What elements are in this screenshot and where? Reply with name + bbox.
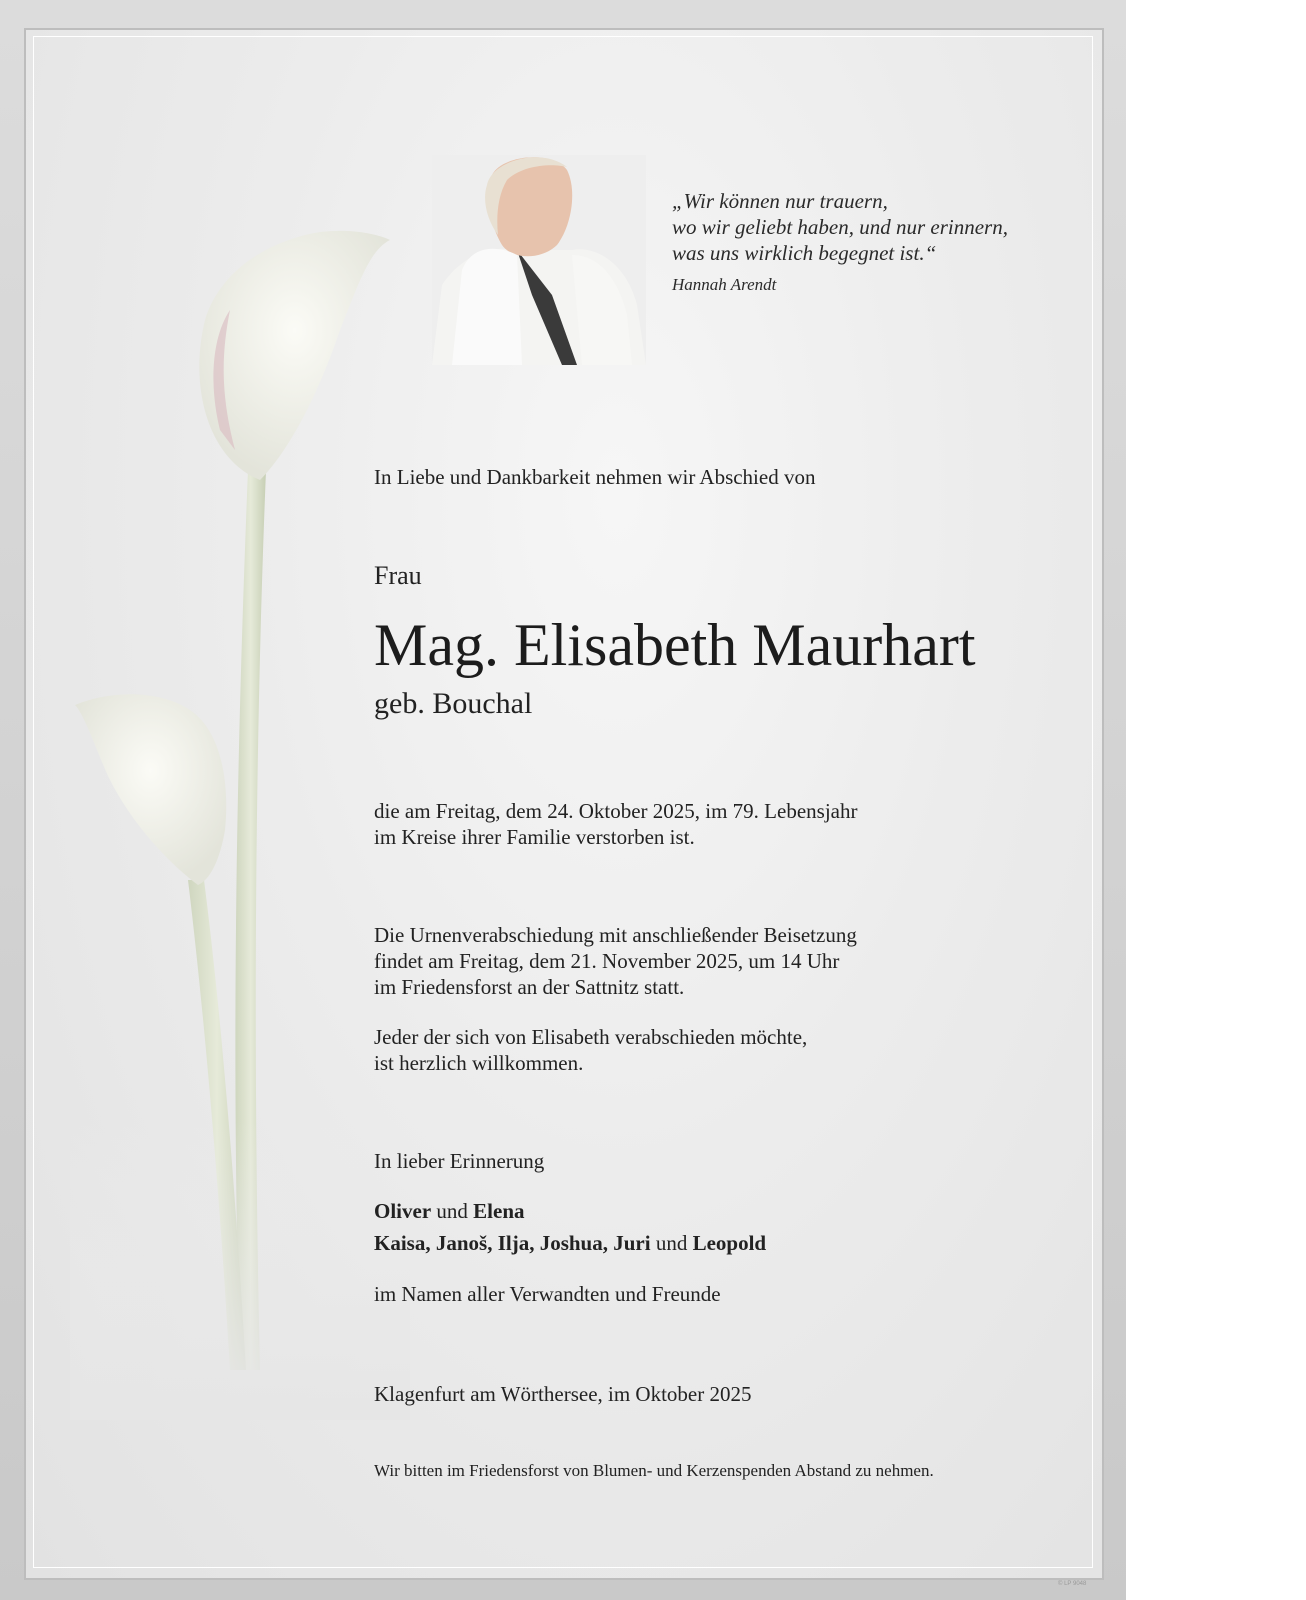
family-name: Oliver (374, 1199, 432, 1223)
tall-flower (199, 231, 390, 480)
death-line: im Kreise ihrer Familie verstorben ist. (374, 825, 695, 849)
small-flower (75, 694, 226, 885)
ceremony-details (374, 922, 857, 1000)
ceremony-line: Die Urnenverabschiedung mit anschließender Beisetzung (374, 923, 857, 947)
portrait-illustration (432, 155, 646, 365)
family-name: Leopold (692, 1231, 767, 1255)
family-line-1 (374, 1198, 525, 1224)
family-line-2 (374, 1230, 766, 1256)
portrait-photo (432, 155, 646, 365)
deceased-name: Mag. Elisabeth Maurhart (374, 612, 976, 678)
relatives-text: im Namen aller Verwandten und Freunde (374, 1282, 721, 1306)
quote-line: wo wir geliebt haben, und nur erinnern, (672, 215, 1008, 239)
quote-line: „Wir können nur trauern, (672, 189, 888, 213)
salutation: Frau (374, 561, 422, 590)
donation-note: Wir bitten im Friedensforst von Blumen- und Kerzenspenden Abstand zu nehmen. (374, 1461, 934, 1480)
quote-block (672, 188, 1072, 266)
maiden-name: geb. Bouchal (374, 687, 533, 720)
ceremony-line: im Friedensforst an der Sattnitz statt. (374, 975, 685, 999)
memory-text: In lieber Erinnerung (374, 1149, 545, 1173)
invite-text (374, 1024, 807, 1076)
family-conjunction: und (650, 1231, 693, 1255)
quote-line: was uns wirklich begegnet ist.“ (672, 241, 937, 265)
death-details (374, 798, 857, 850)
calla-lily-illustration (70, 220, 410, 1420)
invite-line: Jeder der sich von Elisabeth verabschieden möchte, (374, 1025, 808, 1049)
death-line: die am Freitag, dem 24. Oktober 2025, im 79. Lebensjahr (374, 799, 858, 823)
place-date: Klagenfurt am Wörthersee, im Oktober 2025 (374, 1382, 752, 1406)
quote-author: Hannah Arendt (672, 275, 777, 294)
family-name: Elena (473, 1199, 525, 1223)
invite-line: ist herzlich willkommen. (374, 1051, 584, 1075)
family-conjunction: und (431, 1199, 474, 1223)
ceremony-line: findet am Freitag, dem 21. November 2025, um 14 Uhr (374, 949, 840, 973)
family-names: Kaisa, Janoš, Ilja, Joshua, Juri (374, 1231, 651, 1255)
footer-code: © LP 9048 (1058, 1581, 1087, 1587)
intro-text: In Liebe und Dankbarkeit nehmen wir Abschied von (374, 465, 816, 489)
